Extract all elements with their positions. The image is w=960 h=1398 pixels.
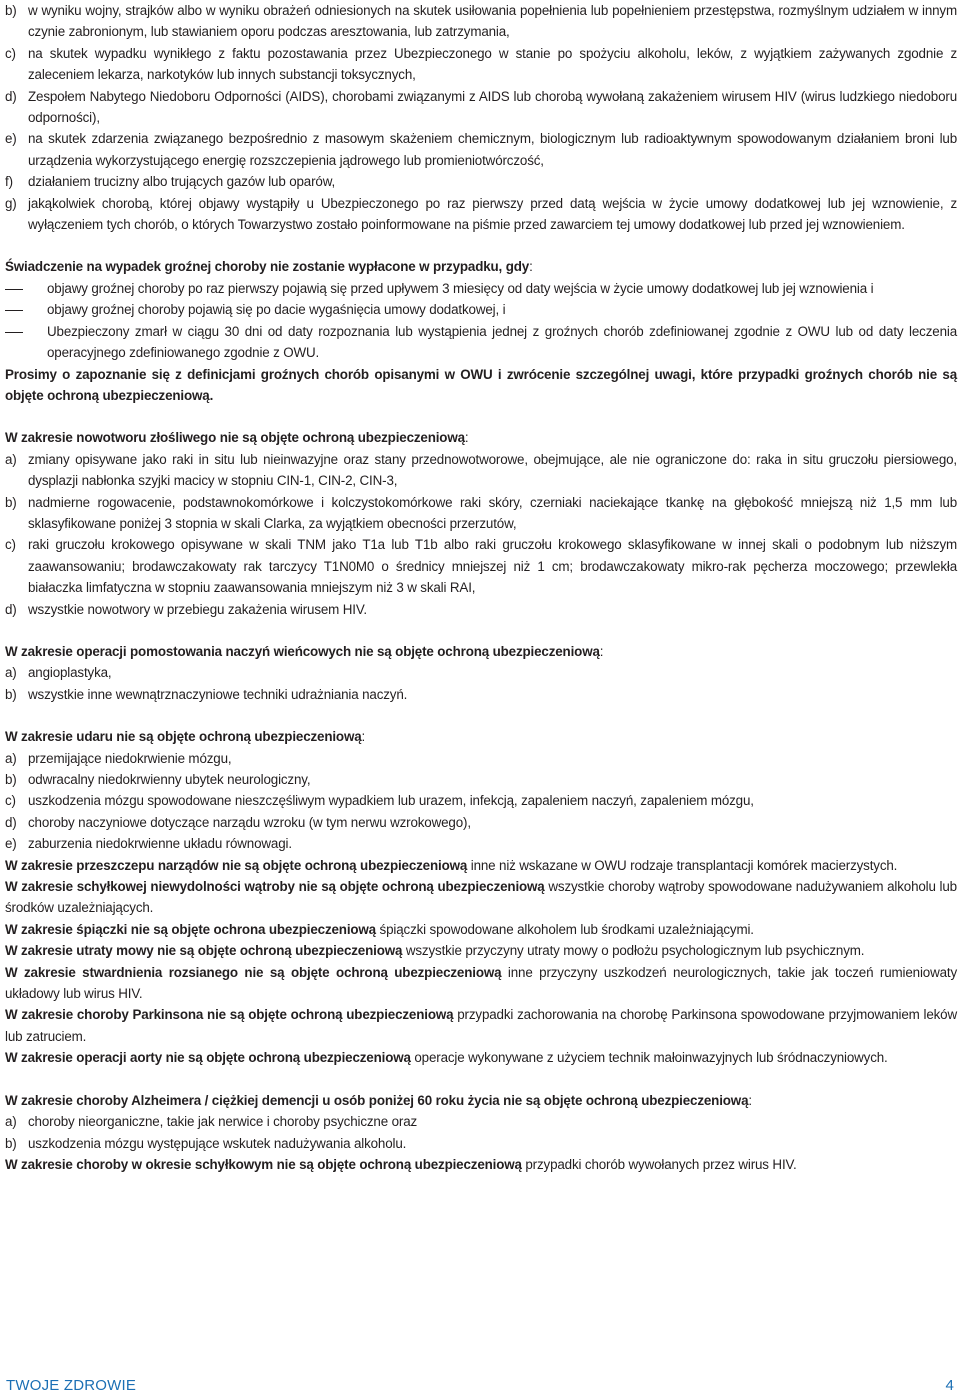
section-heading — [5, 1090, 957, 1111]
transplant-paragraph — [5, 855, 957, 876]
terminal-illness-paragraph — [5, 1154, 957, 1175]
list-item — [5, 1133, 957, 1154]
list-item — [5, 171, 957, 192]
heading-text: W zakresie nowotworu złośliwego nie są objęte ochroną ubezpieczeniową — [5, 430, 465, 446]
heading-colon: : — [464, 430, 469, 446]
heading-colon: : — [599, 643, 604, 659]
paragraph-bold: W zakresie śpiączki nie są objęte ochrona ubezpieczeniową — [5, 921, 376, 937]
item-marker: d) — [5, 814, 17, 830]
paragraph-bold: W zakresie schyłkowej niewydolności wątroby nie są objęte ochroną ubezpieczeniową — [5, 879, 545, 895]
list-item — [5, 128, 957, 171]
list-item — [5, 748, 957, 769]
list-item — [5, 599, 957, 620]
benefit-section — [5, 256, 957, 406]
item-marker: b) — [5, 3, 17, 18]
item-text: jakąkolwiek chorobą, której objawy wystąpiły u Ubezpieczonego po raz pierwszy przed datą wejścia w życie umowy dodatkowej lub jej wznowienie, z wyłączeniem tych chorób, o których Towarzystwo zostało poinformowane na piśmie przed zawarciem tej umowy dodatkowej lub przed jej wznowieniem. — [28, 195, 957, 233]
list-item — [5, 449, 957, 492]
paragraph-bold: W zakresie stwardnienia rozsianego nie są objęte ochroną ubezpieczeniową — [5, 964, 502, 980]
item-text: przemijające niedokrwienie mózgu, — [28, 750, 232, 766]
section-heading — [5, 427, 957, 448]
benefit-note: Prosimy o zapoznanie się z definicjami groźnych chorób opisanymi w OWU i zwrócenie szczególnej uwagi, które przypadki groźnych chorób nie są objęte ochroną ubezpieczeniową. — [5, 366, 957, 403]
paragraph-bold: W zakresie choroby Parkinsona nie są objęte ochroną ubezpieczeniową — [5, 1007, 454, 1023]
item-text: uszkodzenia mózgu spowodowane nieszczęśliwym wypadkiem lub urazem, infekcją, zapaleniem naczyń, zapaleniem mózgu, — [28, 793, 754, 809]
item-marker: b) — [5, 494, 17, 510]
item-marker: g) — [5, 195, 17, 211]
section-heading — [5, 256, 957, 277]
item-marker: c) — [5, 793, 16, 809]
heading-text: W zakresie operacji pomostowania naczyń wieńcowych nie są objęte ochroną ubezpieczeniową — [5, 643, 600, 659]
list-item — [5, 278, 957, 299]
item-text: odwracalny niedokrwienny ubytek neurologiczny, — [28, 772, 311, 787]
paragraph-bold: W zakresie przeszczepu narządów nie są objęte ochroną ubezpieczeniową — [5, 857, 468, 873]
paragraph-text: inne niż wskazane w OWU rodzaje transplantacji komórek macierzystych. — [467, 857, 898, 873]
list-item — [5, 790, 957, 811]
item-marker: e) — [5, 131, 17, 147]
item-marker: f) — [5, 174, 13, 190]
item-text: na skutek wypadku wynikłego z faktu pozostawania przez Ubezpieczonego w stanie po spożyciu alkoholu, leków, z wyjątkiem zażywanych zgodnie z zaleceniem lekarza, narkotyków lub innych substancji toksycznych, — [28, 45, 957, 83]
list-item — [5, 492, 957, 535]
footer-section-title: TWOJE ZDROWIE — [6, 1377, 137, 1394]
item-text: wszystkie inne wewnątrznaczyniowe techniki udrażniania naczyń. — [28, 686, 408, 702]
item-text: na skutek zdarzenia związanego bezpośrednio z masowym skażeniem chemicznym, biologicznym lub radioaktywnym spowodowanym działaniem broni lub urządzenia wykorzystującego energię rozszczepienia jądrowego lub promieniotwórczość, — [28, 131, 957, 168]
paragraph-text: operacje wykonywane z użyciem technik małoinwazyjnych lub śródnaczyniowych. — [410, 1050, 888, 1066]
list-item — [5, 534, 957, 598]
item-text: Ubezpieczony zmarł w ciągu 30 dni od daty rozpoznania lub wystąpienia jednej z groźnych chorób zdefiniowanej zgodnie z OWU lub od daty leczenia operacyjnego zdefiniowanego zgodnie z OWU. — [47, 323, 957, 361]
list-item — [5, 684, 957, 705]
item-text: uszkodzenia mózgu występujące wskutek nadużywania alkoholu. — [28, 1135, 407, 1151]
dash-marker — [5, 299, 23, 320]
parkinson-paragraph — [5, 1004, 957, 1047]
page-footer — [6, 1377, 954, 1397]
list-item — [5, 833, 957, 854]
heading-text: W zakresie choroby Alzheimera / ciężkiej demencji u osób poniżej 60 roku życia nie są objęte ochroną ubezpieczeniową — [5, 1092, 749, 1108]
item-marker: b) — [5, 686, 17, 702]
item-text: raki gruczołu krokowego opisywane w skali TNM jako T1a lub T1b albo raki gruczołu krokowego sklasyfikowane w innej skali o podobnym lub niższym zaawansowaniu; brodawczakowaty rak tarczycy T1N0M0 o średnicy mniejszej niż 1 cm; brodawczakowaty mikro-rak pęcherza moczowego; przewlekła białaczka limfatyczna w stopniu zaawansowania mniejszym niż 3 w skali RAI, — [28, 537, 957, 596]
item-marker: a) — [5, 665, 17, 681]
item-text: zaburzenia niedokrwienne układu równowagi. — [28, 836, 292, 852]
paragraph-bold: W zakresie utraty mowy nie są objęte ochroną ubezpieczeniową — [5, 943, 403, 959]
item-text: nadmierne rogowacenie, podstawnokomórkowe i kolczystokomórkowe raki skóry, czerniaki naciekające tkankę na głębokość mniejszą niż 1,5 mm lub sklasyfikowane poniżej 3 stopnia w skali Clarka, za wyjątkiem obecności przerzutów, — [28, 494, 957, 531]
paragraph-bold: W zakresie operacji aorty nie są objęte ochroną ubezpieczeniową — [5, 1050, 411, 1066]
aorta-paragraph — [5, 1047, 957, 1068]
paragraph-text: przypadki chorób wywołanych przez wirus HIV. — [521, 1156, 797, 1172]
list-item — [5, 662, 957, 683]
liver-paragraph — [5, 876, 957, 919]
item-text: objawy groźnej choroby po raz pierwszy pojawią się przed upływem 3 miesięcy od daty wejścia w życie umowy dodatkowej lub jej wznowienia i — [47, 280, 874, 296]
dash-marker — [5, 321, 23, 342]
page-number: 4 — [945, 1377, 954, 1394]
item-text: choroby naczyniowe dotyczące narządu wzroku (w tym nerwu wzrokowego), — [28, 814, 471, 830]
list-item — [5, 812, 957, 833]
heading-colon: : — [748, 1092, 752, 1108]
item-text: zmiany opisywane jako raki in situ lub nieinwazyjne oraz stany przednowotworowe, obejmujące, ale nie ograniczone do: raka in situ gruczołu piersiowego, dysplazji nabłonka szyjki macicy w stopniu CIN-1, CIN-2, CIN-3, — [28, 451, 957, 489]
cancer-section — [5, 427, 957, 620]
paragraph-text: wszystkie choroby wątroby spowodowane nadużywaniem alkoholu lub środków uzależniających. — [5, 879, 957, 916]
item-marker: d) — [5, 601, 17, 617]
item-marker: a) — [5, 451, 17, 467]
item-text: działaniem trucizny albo trujących gazów lub oparów, — [28, 174, 336, 190]
document-page — [5, 0, 957, 1175]
heading-colon: : — [361, 729, 366, 745]
item-marker: e) — [5, 836, 17, 852]
item-marker: a) — [5, 1114, 17, 1130]
paragraph-bold: W zakresie choroby w okresie schyłkowym nie są objęte ochroną ubezpieczeniową — [5, 1156, 522, 1172]
list-item — [5, 769, 957, 790]
list-item — [5, 1111, 957, 1132]
item-text: wszystkie nowotwory w przebiegu zakażenia wirusem HIV. — [28, 601, 367, 617]
list-item — [5, 299, 957, 320]
section-heading — [5, 641, 957, 662]
paragraph-text: śpiączki spowodowane alkoholem lub środkami uzależniającymi. — [375, 921, 754, 937]
heading-colon: : — [529, 259, 533, 275]
paragraph-text: wszystkie przyczyny utraty mowy o podłożu psychologicznym lub psychicznym. — [402, 943, 865, 959]
item-marker: c) — [5, 45, 16, 61]
item-text: Zespołem Nabytego Niedoboru Odporności (AIDS), chorobami związanymi z AIDS lub chorobą wywołaną zakażeniem wirusem HIV (wirus ludzkiego niedoboru odporności), — [28, 88, 957, 126]
item-text: objawy groźnej choroby pojawią się po dacie wygaśnięcia umowy dodatkowej, i — [47, 302, 506, 318]
item-marker: b) — [5, 1135, 17, 1151]
item-marker: d) — [5, 88, 17, 104]
bypass-section — [5, 641, 957, 705]
item-text: w wyniku wojny, strajków albo w wyniku obrażeń odniesionych na skutek usiłowania popełnienia lub popełnieniem przestępstwa, rozmyślnym udziałem w innym czynie zabronionym, lub stawianiem oporu podczas aresztowania, lub zatrzymania, — [28, 3, 957, 40]
speech-paragraph — [5, 940, 957, 961]
paragraph-text: przypadki zachorowania na chorobę Parkinsona spowodowane przyjmowaniem leków lub zatruciem. — [5, 1007, 957, 1044]
paragraph-text: inne przyczyny uszkodzeń neurologicznych, takie jak toczeń rumieniowaty układowy lub wirus HIV. — [5, 964, 957, 1002]
item-marker: b) — [5, 772, 17, 787]
section-heading — [5, 726, 957, 747]
item-marker: c) — [5, 537, 16, 553]
alzheimer-section — [5, 1090, 957, 1154]
list-item — [5, 193, 957, 236]
heading-text: W zakresie udaru nie są objęte ochroną ubezpieczeniową — [5, 729, 362, 745]
exclusions-list — [5, 0, 957, 235]
dash-marker — [5, 278, 23, 299]
item-text: choroby nieorganiczne, takie jak nerwice i choroby psychiczne oraz — [28, 1114, 418, 1130]
item-text: angioplastyka, — [28, 665, 112, 681]
list-item — [5, 0, 957, 43]
coma-paragraph — [5, 919, 957, 940]
heading-text: Świadczenie na wypadek groźnej choroby nie zostanie wypłacone w przypadku, gdy — [5, 259, 530, 275]
item-marker: a) — [5, 750, 17, 766]
stroke-section — [5, 726, 957, 854]
list-item — [5, 43, 957, 86]
ms-paragraph — [5, 962, 957, 1005]
list-item — [5, 321, 957, 364]
list-item — [5, 86, 957, 129]
